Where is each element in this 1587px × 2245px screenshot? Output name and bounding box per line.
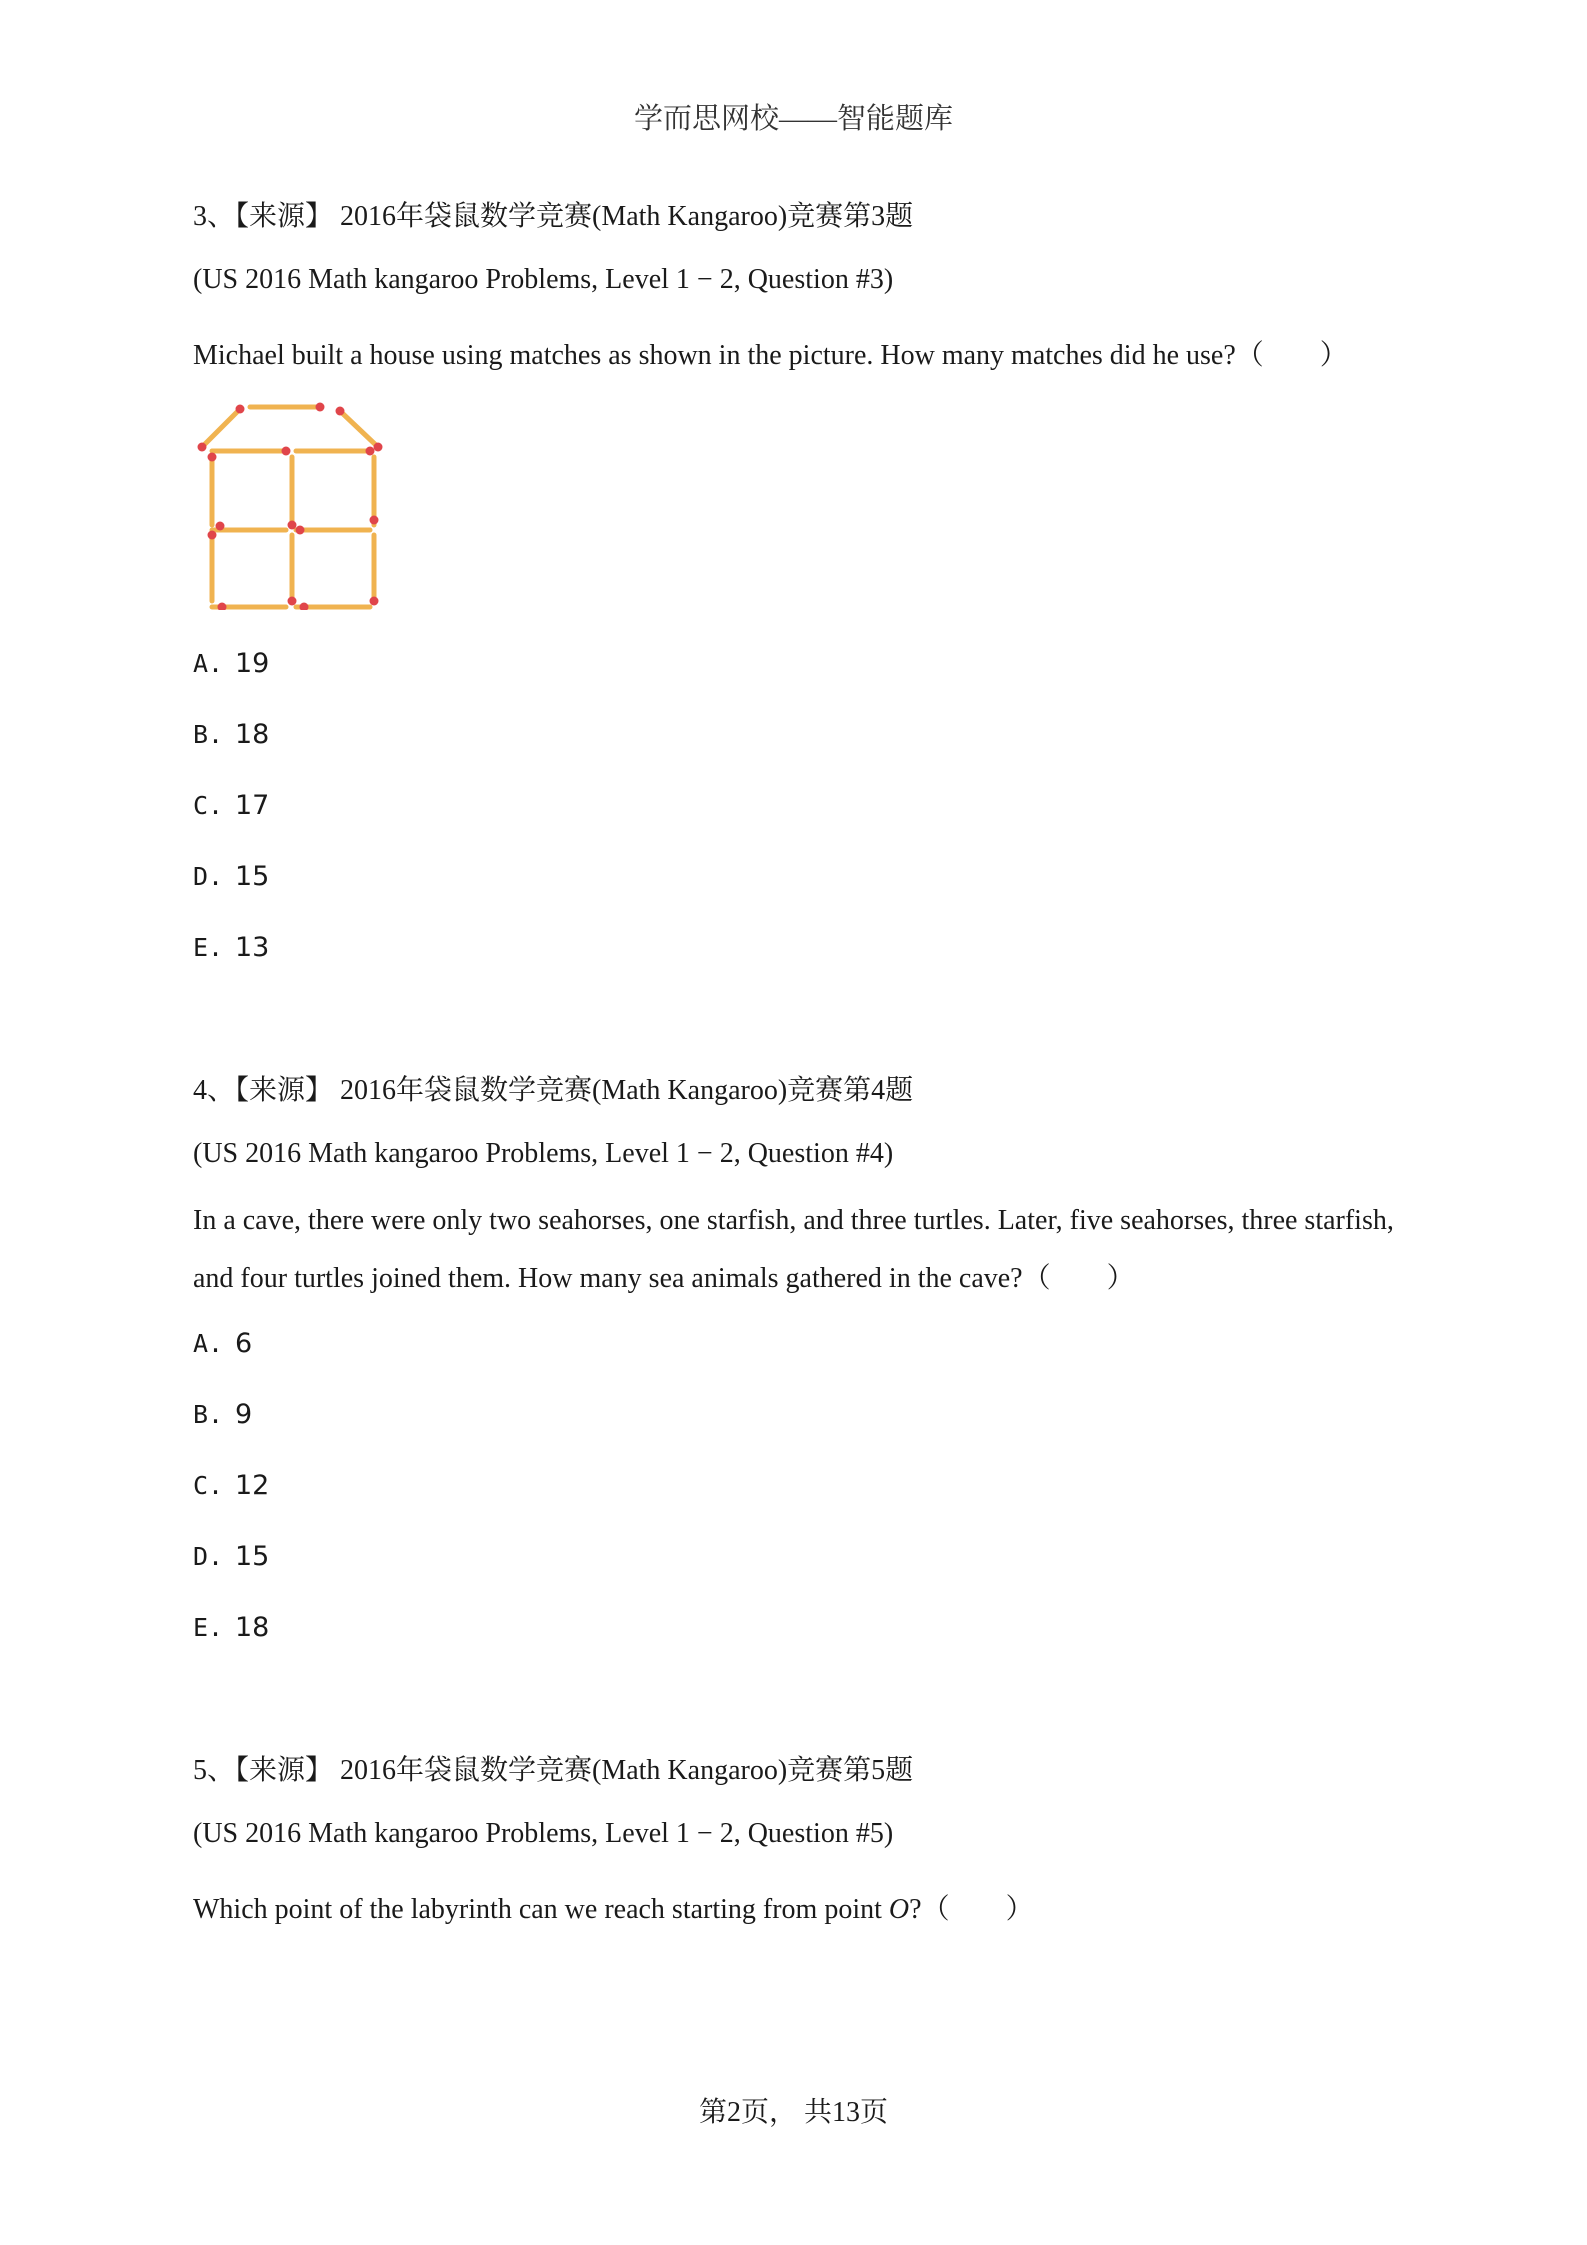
option-label: E. — [193, 933, 224, 962]
option-label: C. — [193, 1471, 224, 1500]
option-label: E. — [193, 1613, 224, 1642]
option-label: C. — [193, 791, 224, 820]
question-4-text-line-2: and four turtles joined them. How many sea animals gathered in the cave?（ ） — [193, 1263, 1135, 1294]
question-4-title: 4、【来源】 2016年袋鼠数学竞赛(Math Kangaroo)竞赛第4题 — [193, 1075, 914, 1106]
option-value: 6 — [235, 1328, 253, 1359]
question-4-subtitle: (US 2016 Math kangaroo Problems, Level 1 − 2, Question #4) — [193, 1138, 894, 1169]
option-value: 17 — [235, 790, 270, 821]
point-o-variable: O — [888, 1894, 910, 1925]
question-4-option-d[interactable] — [193, 1541, 269, 1572]
question-4-option-b[interactable] — [193, 1399, 252, 1430]
question-3-subtitle: (US 2016 Math kangaroo Problems, Level 1 − 2, Question #3) — [193, 264, 894, 295]
question-5-subtitle: (US 2016 Math kangaroo Problems, Level 1 − 2, Question #5) — [193, 1818, 894, 1849]
question-5-text-after: ?（ ） — [909, 1894, 1034, 1925]
question-3-option-b[interactable] — [193, 719, 269, 750]
question-4-option-a[interactable] — [193, 1328, 252, 1359]
page-header: 学而思网校——智能题库 — [633, 103, 953, 135]
question-3-option-a[interactable] — [193, 648, 269, 679]
option-label: A. — [193, 649, 224, 678]
option-value: 12 — [235, 1470, 270, 1501]
question-3-title: 3、【来源】 2016年袋鼠数学竞赛(Math Kangaroo)竞赛第3题 — [193, 201, 914, 232]
question-4-option-c[interactable] — [193, 1470, 269, 1501]
page-footer: 第2页， 共13页 — [698, 2097, 888, 2128]
question-5-title: 5、【来源】 2016年袋鼠数学竞赛(Math Kangaroo)竞赛第5题 — [193, 1755, 914, 1786]
option-value: 18 — [235, 1612, 270, 1643]
option-label: D. — [193, 862, 224, 891]
option-value: 15 — [235, 1541, 270, 1572]
question-4-option-e[interactable] — [193, 1612, 269, 1643]
matchstick-house-figure — [190, 395, 390, 610]
option-label: A. — [193, 1329, 224, 1358]
option-value: 9 — [235, 1399, 253, 1430]
option-label: D. — [193, 1542, 224, 1571]
option-label: B. — [193, 1400, 224, 1429]
option-label: B. — [193, 720, 224, 749]
option-value: 13 — [235, 932, 270, 963]
option-value: 18 — [235, 719, 270, 750]
question-3-option-c[interactable] — [193, 790, 269, 821]
question-3-option-d[interactable] — [193, 861, 269, 892]
question-3-option-e[interactable] — [193, 932, 269, 963]
option-value: 15 — [235, 861, 270, 892]
question-5-text — [193, 1887, 1034, 1927]
option-value: 19 — [235, 648, 270, 679]
question-3-text: Michael built a house using matches as shown in the picture. How many matches did he use?（ ） — [193, 340, 1348, 371]
question-4-text-line-1: In a cave, there were only two seahorses, one starfish, and three turtles. Later, five seahorses, three starfish, — [193, 1205, 1394, 1236]
question-5-text-before: Which point of the labyrinth can we reach starting from point — [193, 1894, 889, 1925]
